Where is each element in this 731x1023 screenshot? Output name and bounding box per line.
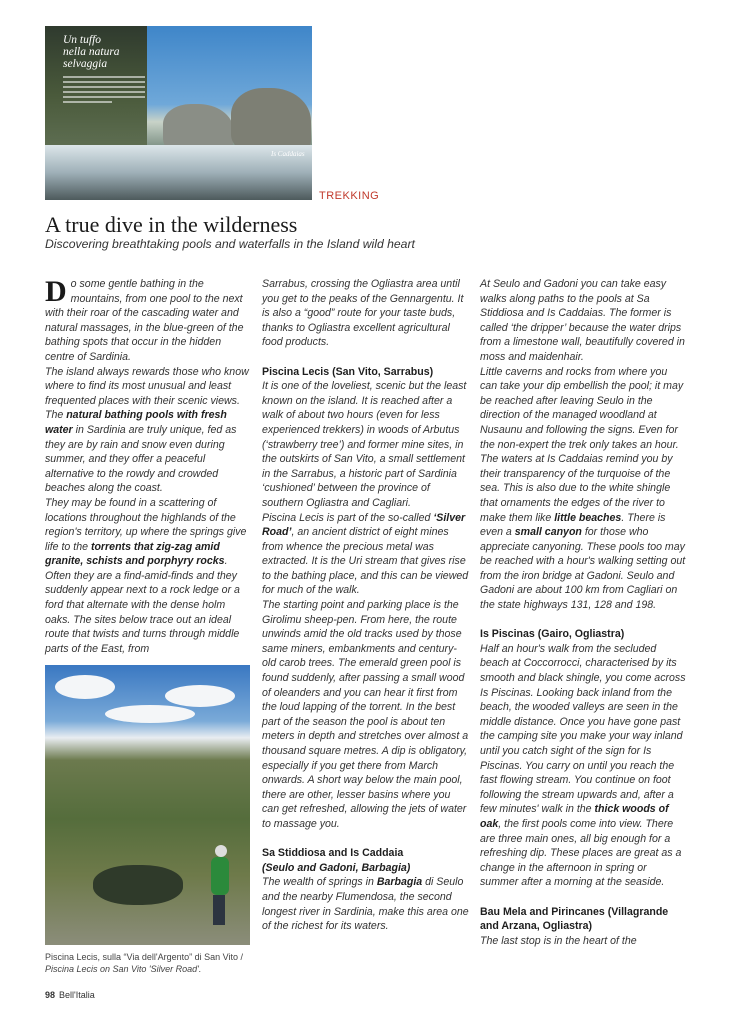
drop-cap: D [45, 275, 67, 308]
cloud [105, 705, 195, 723]
hiker-backpack [211, 857, 229, 895]
paragraph: Sarrabus, crossing the Ogliastra area until you get to the peaks of the Gennargentu. It is also a “good” route for your taste buds, thanks to Ogliastra excellent agricultural food products. [262, 278, 464, 349]
section-heading: Bau Mela and Pirincanes (Villagrande and Arzana, Ogliastra) [480, 905, 669, 933]
page-number: 98 [45, 990, 56, 1000]
paragraph: The wealth of springs in Barbagia di Seulo and the nearby Flumendosa, the second longest river in Sardinia, make this area one of the richest for its waters. [262, 876, 469, 933]
paragraph: At Seulo and Gadoni you can take easy walks along paths to the pools at Sa Stiddiosa and Is Caddaias. The former is called ‘the dripper’ because the water drips from a limestone wall, beautifully covered in moss and maidenhair. [480, 278, 685, 363]
inset-caption: Is Caddaias [271, 150, 305, 158]
paragraph: The last stop is in the heart of the [480, 934, 637, 947]
section-heading: Piscina Lecis (San Vito, Sarrabus) [262, 365, 434, 378]
paragraph: They may be found in a scattering of locations throughout the highlands of the region's territory, up where the springs give life to the torrents that zig-zag amid granite, schists and porphyry rocks. Often they are a find-amid-finds and they suddenly appear next to a rock ledge or a ford that alternate with the dense holm oaks. The sites below trace out an ideal route that twists and turns through middle parts of the East, from [45, 496, 247, 655]
paragraph: The starting point and parking place is the Girolimu sheep-pen. From here, the route unwinds amid the old tracks used by those same miners, embankments and century-old carob trees. The emerald green pool is found suddenly, after passing a small wood of oleanders and you can hear it first from the loud lapping of the torrent. In the best part of the season the pool is about ten meters in depth and stretches over almost a thousand square metres. A dip is obligatory, especially if you get there from March onwards. A short way below the main pool, there are other, lesser basins where you can get refreshed, allowing the jets of water to massage you. [262, 599, 469, 830]
cloud [165, 685, 235, 707]
inset-text-lines [63, 76, 145, 106]
text-column-1 [45, 277, 250, 656]
pool [93, 865, 183, 905]
top-photo [45, 26, 312, 200]
paragraph: Piscina Lecis is part of the so-called ‘Silver Road’, an ancient district of eight mines from whence the precious metal was extracted. It is the Uri stream that gives rise to the bathing place, and this can be viewed for much of the walk. [262, 511, 469, 597]
article-subtitle: Discovering breathtaking pools and waterfalls in the Island wild heart [45, 237, 415, 251]
section-label: TREKKING [319, 190, 380, 202]
paragraph: The island always rewards those who know where to find its most unusual and least frequented places with their scenic views. The natural bathing pools with fresh water in Sardinia are truly unique, fed as they are by rain and snow even during summer, and they offer a peaceful alternative to the rowdy and crowded beaches along the coast. [45, 365, 249, 495]
page-footer [45, 990, 95, 1000]
photo-caption: Piscina Lecis, sulla “Via dell'Argento” di San Vito / Piscina Lecis on San Vito 'Silver Road'. [45, 952, 243, 974]
section-heading: Sa Stiddiosa and Is Caddaia (Seulo and Gadoni, Barbagia) [262, 847, 411, 874]
paragraph: Half an hour's walk from the secluded beach at Coccorrocci, characterised by its smooth and black shingle, you come across Is Piscinas. Looking back inland from the beach, the wooded valleys are seen in the middle distance. Once you have gone past the camping site you make your way inland until you catch sight of the sign for Is Piscinas. You carry on until you reach the fast flowing stream. You continue on foot following the stream upwards and, after a few minutes' walk in the thick woods of oak, the first pools come into view. There are three main ones, all big enough for a refreshing dip. These places are great as a change in the afternoon in spring or summer after a morning at the seaside. [480, 642, 686, 889]
intro-paragraph: Do some gentle bathing in the mountains, from one pool to the next with their roar of the cascading water and natural massages, in the blue-green of the bathing spots that occur in the hidden centre of Sardinia. [45, 275, 244, 363]
bottom-photo [45, 665, 250, 945]
paragraph: Little caverns and rocks from where you can take your dip embellish the pool; it may be reached after leaving Seulo in the direction of the managed woodland at Nusaunu and following the signs. Even for the non-expert the trek only takes an hour. The waters at Is Caddaias remind you by their transparency of the turquoise of the sea. This is also due to the white shingle that ornaments the edges of the river to make them like little beaches. There is even a small canyon for those who appreciate canyoning. These pools too may be reached with a hour's walking setting out from the iron bridge at Gadoni. Seulo and Gadoni are about 100 km from Cagliari on the state highways 131, 128 and 198. [480, 365, 686, 612]
article-title: A true dive in the wilderness [45, 212, 298, 237]
inset-title: Un tuffo nella natura selvaggia [63, 34, 120, 70]
hiker-legs [213, 895, 225, 925]
section-heading: Is Piscinas (Gairo, Ogliastra) [480, 628, 625, 641]
hiker [215, 845, 227, 857]
paragraph: It is one of the loveliest, scenic but the least known on the island. It is reached after a walk of about two hours (even for less experienced trekkers) in woods of Arbutus (‘strawberry tree’) and former mine sites, in the outskirts of San Vito, a small settlement in the Sarrabus, a historic part of Sardinia ‘cushioned’ between the province of southern Ogliastra and Cagliari. [262, 380, 467, 509]
cloud [55, 675, 115, 699]
text-column-3 [480, 277, 687, 948]
magazine-name: Bell'Italia [59, 990, 95, 1000]
text-column-2 [262, 277, 469, 934]
